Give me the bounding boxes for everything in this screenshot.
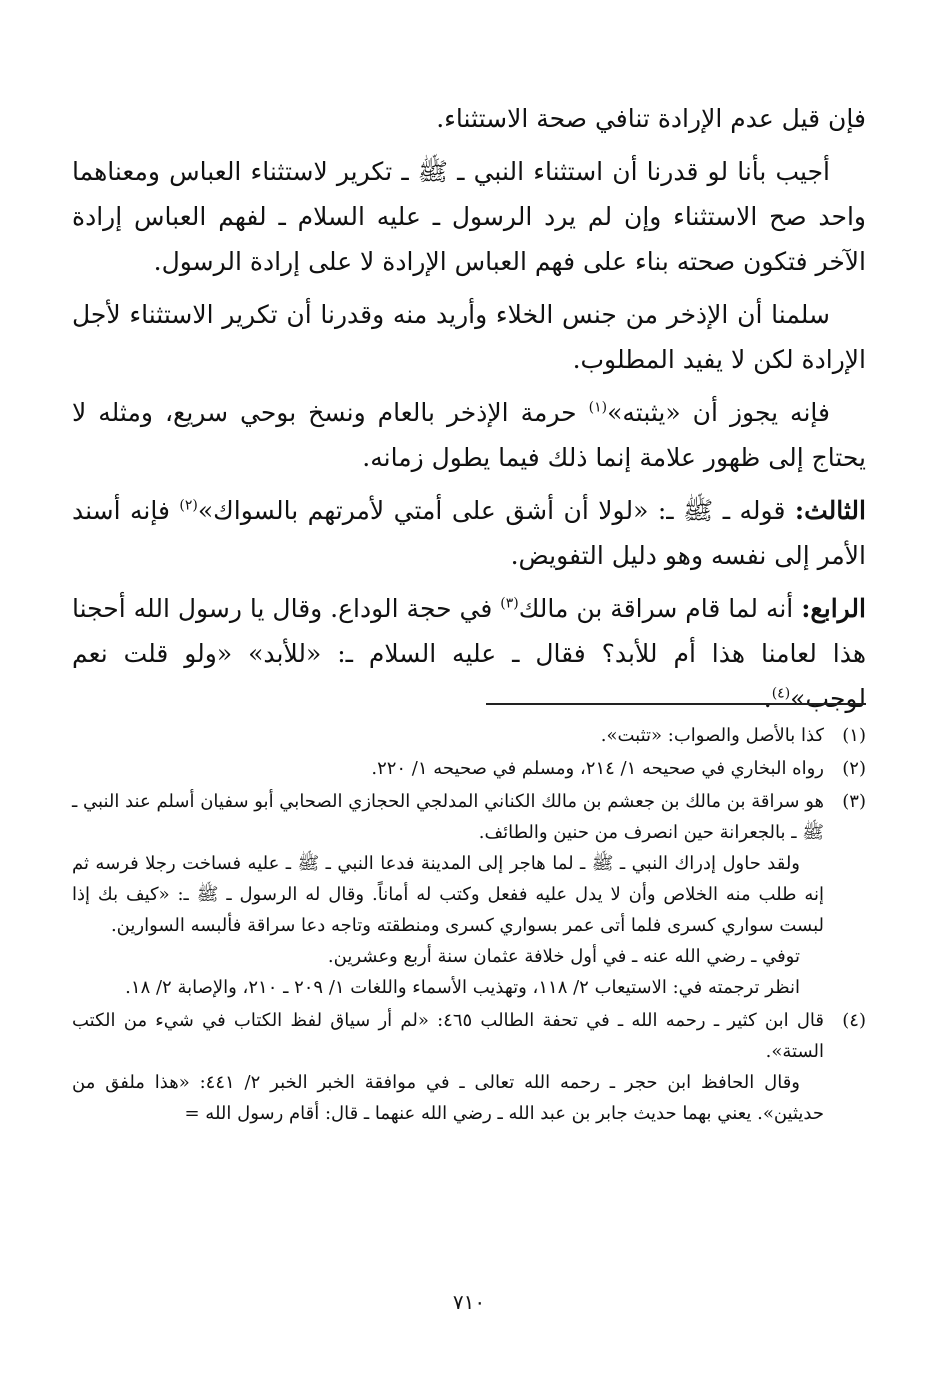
footnote-text: هو سراقة بن مالك بن جعشم بن مالك الكناني المدلجي الحجازي الصحابي أبو سفيان أسلم عند النبي ـ ﷺ ـ بالجعرانة حين انصرف من حنين والطائف. — [72, 791, 824, 843]
footnote-body — [72, 786, 824, 1003]
paragraph-6-lead: الرابع: — [801, 594, 866, 623]
paragraph-5-text-a: قوله ـ ﷺ ـ: «لولا أن أشق على أمتي لأمرتهم بالسواك» — [197, 496, 795, 525]
footnote-separator — [486, 703, 866, 705]
footnote-text: رواه البخاري في صحيحه ١/ ٢١٤، ومسلم في صحيحه ١/ ٢٢٠. — [371, 758, 824, 779]
paragraph-5-text-b: فإنه أسند الأمر إلى نفسه وهو دليل التفويض. — [72, 496, 866, 570]
footnote-2 — [72, 753, 866, 784]
footnote-ref-4: (٤) — [771, 685, 791, 702]
paragraph-3-text: سلمنا أن الإذخر من جنس الخلاء وأريد منه وقدرنا أن تكرير الاستثناء لأجل الإرادة لكن لا يفيد المطلوب. — [72, 300, 866, 374]
paragraph-5-lead: الثالث: — [794, 496, 866, 525]
page-number: ٧١٠ — [452, 1290, 486, 1314]
paragraph-6-text-b: في حجة الوداع. وقال يا رسول الله أحجنا هذا لعامنا هذا أم للأبد؟ فقال ـ عليه السلام ـ: «للأبد» «ولو قلت نعم لوجب» — [72, 594, 866, 713]
paragraph-4-text-a: فإنه يجوز أن «يثبته» — [607, 398, 830, 427]
footnote-ref-3: (٣) — [500, 595, 519, 612]
footnote-paragraph: توفي ـ رضي الله عنه ـ في أول خلافة عثمان سنة أربع وعشرين. — [327, 946, 800, 967]
footnote-ref-2: (٢) — [179, 497, 198, 514]
footnote-body — [72, 1005, 824, 1129]
footnote-number: (٢) — [842, 758, 866, 779]
footnote-number: (٤) — [842, 1010, 866, 1031]
paragraph-1 — [72, 96, 866, 141]
paragraph-2 — [72, 149, 866, 284]
paragraph-1-text: فإن قيل عدم الإرادة تنافي صحة الاستثناء. — [436, 104, 866, 133]
paragraph-3 — [72, 292, 866, 382]
paragraph-6-text-a: أنه لما قام سراقة بن مالك — [518, 594, 802, 623]
paragraph-4-text-b: حرمة الإذخر بالعام ونسخ بوحي سريع، ومثله لا يحتاج إلى ظهور علامة إنما ذلك فيما يطول زمانه. — [72, 398, 866, 472]
paragraph-6 — [72, 586, 866, 721]
footnote-ref-1: (١) — [588, 399, 608, 416]
footnote-number: (٣) — [842, 791, 866, 812]
paragraph-2-text: أجيب بأنا لو قدرنا أن استثناء النبي ـ ﷺ ـ تكرير لاستثناء العباس ومعناهما واحد صح الاستثناء وإن لم يرد الرسول ـ عليه السلام ـ لفهم العباس إرادة الآخر فتكون صحته بناء على فهم العباس الإرادة لا على إرادة الرسول. — [72, 157, 866, 276]
main-text — [72, 96, 866, 729]
footnote-paragraph: انظر ترجمته في: الاستيعاب ٢/ ١١٨، وتهذيب الأسماء واللغات ١/ ٢٠٩ ـ ٢١٠، والإصابة ٢/ ١٨. — [125, 977, 800, 998]
paragraph-4 — [72, 390, 866, 480]
footnote-4 — [72, 1005, 866, 1129]
footnote-paragraph: ولقد حاول إدراك النبي ـ ﷺ ـ لما هاجر إلى المدينة فدعا النبي ـ ﷺ ـ عليه فساخت رجلا فرسه ثم إنه طلب منه الخلاص وأن لا يدل عليه ففعل وكتب له أماناً. وقال له الرسول ـ ﷺ ـ: «كيف بك إذا لبست سواري كسرى فلما أتى عمر بسواري كسرى ومنطقته وتاجه دعا سراقة فألبسه السوارين. — [72, 853, 824, 936]
footnote-3 — [72, 786, 866, 1003]
footnote-paragraph: وقال الحافظ ابن حجر ـ رحمه الله تعالى ـ في موافقة الخبر الخبر ٢/ ٤٤١: «هذا ملفق من حديثين». يعني بهما حديث جابر بن عبد الله ـ رضي الله عنهما ـ قال: أقام رسول الله = — [72, 1072, 824, 1124]
paragraph-6-end: . — [763, 684, 772, 713]
footnote-number: (١) — [842, 725, 866, 746]
footnotes — [72, 720, 866, 1131]
paragraph-5 — [72, 488, 866, 578]
footnote-1 — [72, 720, 866, 751]
footnote-text: قال ابن كثير ـ رحمه الله ـ في تحفة الطالب ٤٦٥: «لم أر سياق لفظ الكتاب في شيء من الكتب الستة». — [72, 1010, 824, 1062]
footnote-text: كذا بالأصل والصواب: «تثبت». — [600, 725, 824, 746]
